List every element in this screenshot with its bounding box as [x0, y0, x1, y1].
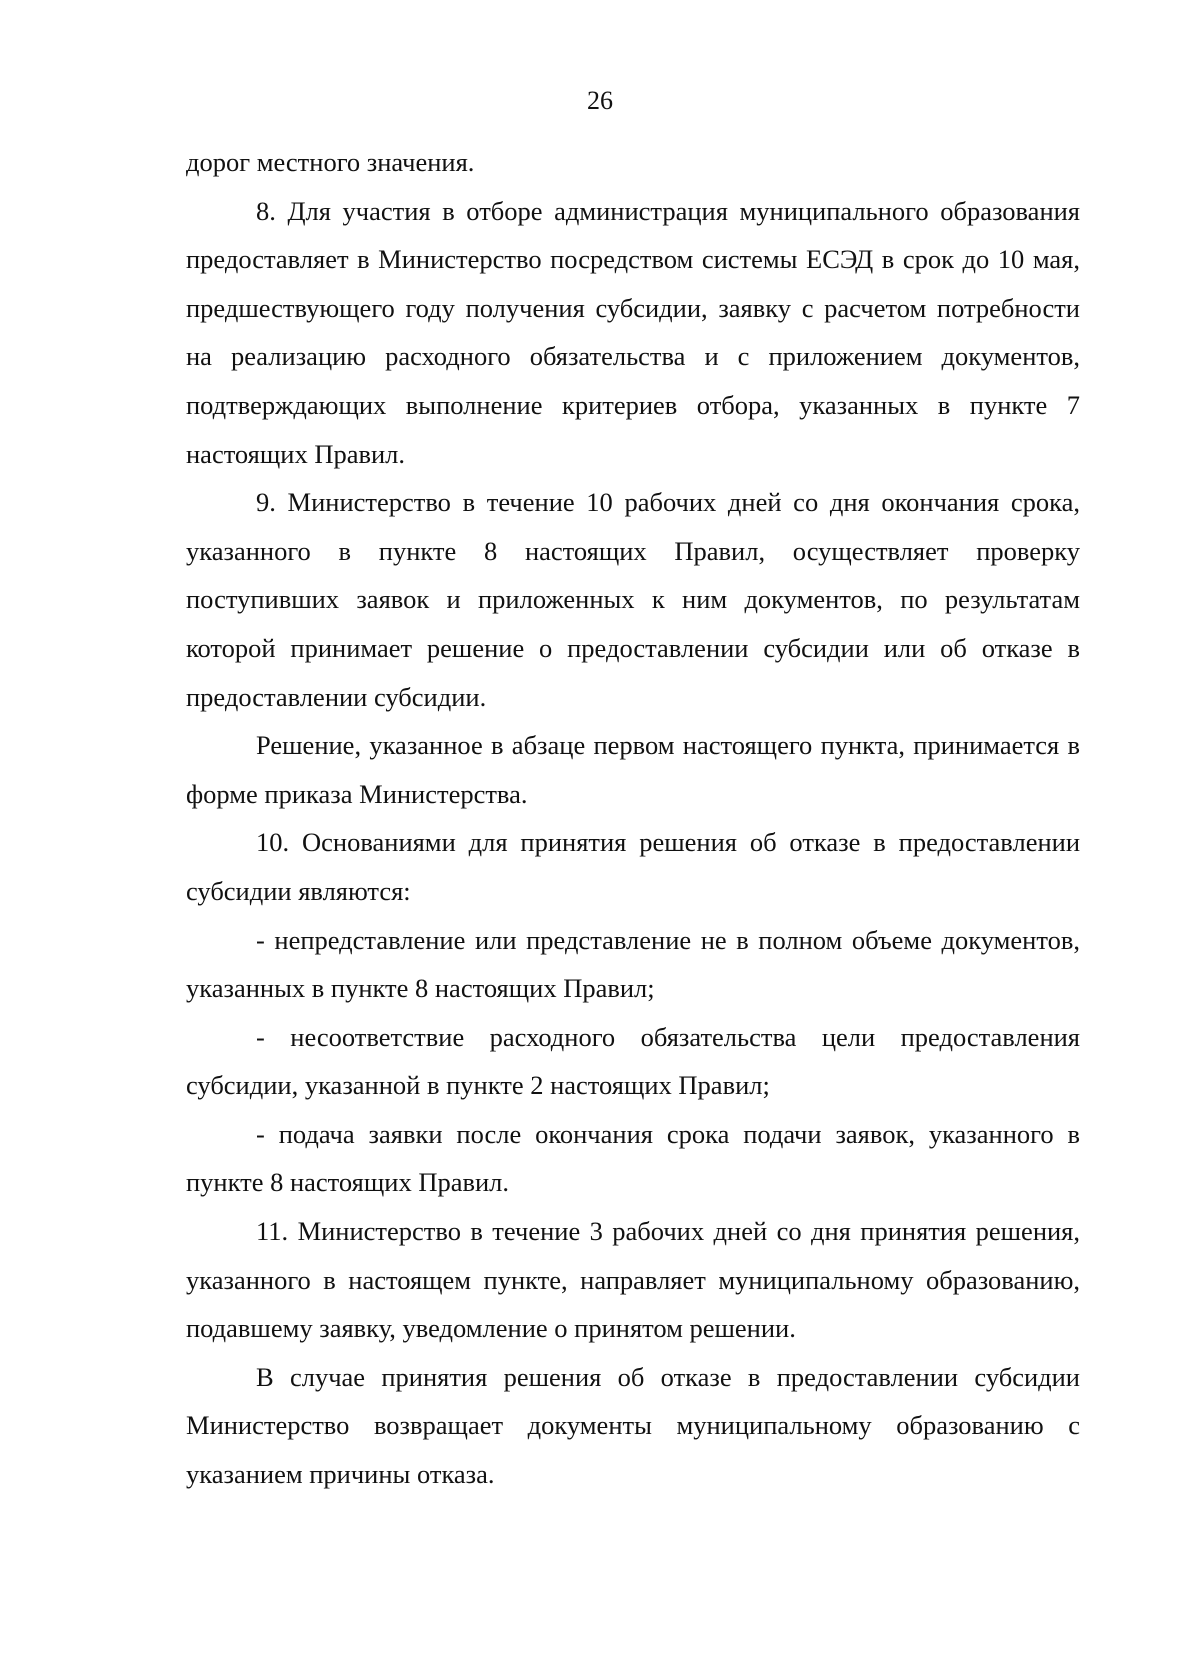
paragraph-item-11: 11. Министерство в течение 3 рабочих дней со дня принятия решения, указанного в настоящем пункте, направляет муниципальному образованию, подавшему заявку, уведомление о принятом решении. — [186, 1216, 1080, 1344]
paragraph-refusal-return: В случае принятия решения об отказе в предоставлении субсидии Министерство возвращает документы муниципальному образованию с указанием причины отказа. — [186, 1361, 1080, 1490]
document-body — [186, 138, 1080, 1499]
paragraph-item-8: 8. Для участия в отборе администрация муниципального образования предоставляет в Министерство посредством системы ЕСЭД в срок до 10 мая, предшествующего году получения субсидии, заявку с расчетом потребности на реализацию расходного обязательства и с приложением документов, подтверждающих выполнение критериев отбора, указанных в пункте 7 настоящих Правил. — [186, 195, 1080, 469]
paragraph-continuation: дорог местного значения. — [186, 147, 475, 177]
page-number: 26 — [587, 86, 613, 115]
paragraph-item-9: 9. Министерство в течение 10 рабочих дней со дня окончания срока, указанного в пункте 8 настоящих Правил, осуществляет проверку поступивших заявок и приложенных к ним документов, по результатам которой принимает решение о предоставлении субсидии или об отказе в предоставлении субсидии. — [186, 487, 1080, 712]
list-item-refusal-ground-2: - несоответствие расходного обязательства цели предоставления субсидии, указанной в пункте 2 настоящих Правил; — [186, 1021, 1080, 1101]
paragraph-decision-form: Решение, указанное в абзаце первом настоящего пункта, принимается в форме приказа Министерства. — [186, 730, 1080, 809]
list-item-refusal-ground-3: - подача заявки после окончания срока подачи заявок, указанного в пункте 8 настоящих Правил. — [186, 1118, 1080, 1198]
list-item-refusal-ground-1: - непредставление или представление не в полном объеме документов, указанных в пункте 8 настоящих Правил; — [186, 924, 1080, 1004]
paragraph-item-10: 10. Основаниями для принятия решения об отказе в предоставлении субсидии являются: — [186, 827, 1080, 906]
